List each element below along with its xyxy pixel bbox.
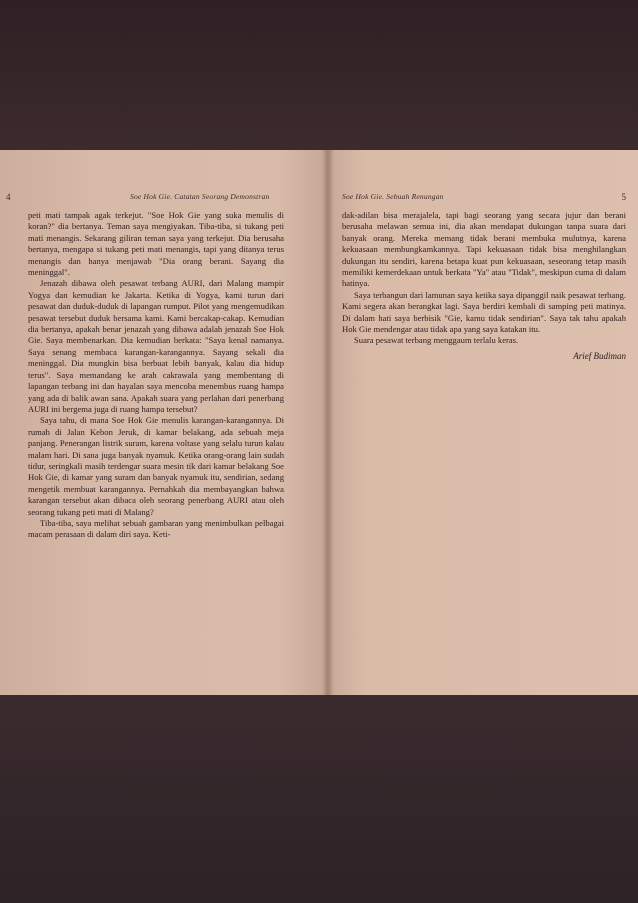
paragraph: Jenazah dibawa oleh pesawat terbang AURI, dari Malang mampir Yogya dan kemudian ke Jakarta. Ketika di Yogya, kami turun dari pesawat dan duduk-duduk di lapangan rumput. Pilot yang mengemudikan pesawat tersebut duduk bersama kami. Kami bercakap-cakap. Kemudian dia bertanya, apakah benar jenazah yang dibawa adalah jenazah Soe Hok Gie. Saya membenarkan. Dia kemudian berkata: "Saya kenal namanya. Saya senang membaca karangan-karangannya. Sayang sekali dia meninggal. Dia mungkin bisa berbuat lebih banyak, kalau dia hidup terus". Saya memandang ke arah cakrawala yang membentang di lapangan terbang ini dan hayalan saya mencoba menembus ruang hampa yang ada di balik awan sana. Apakah suara yang perlahan dari penerbang AURI ini bergema juga di ruang hampa tersebut? <box>28 278 284 414</box>
right-page <box>328 150 638 695</box>
paragraph: peti mati tampak agak terkejut. "Soe Hok Gie yang suka menulis di koran?" dia bertanya. Teman saya mengiyakan. Tiba-tiba, si tukang peti mati menangis. Sekarang giliran teman saya yang terkejut. Dia berusaha bertanya, mengapa si tukang peti mati menangis, tapi yang ditanya terus menangis dan hanya menjawab "Dia orang berani. Sayang dia meninggal". <box>28 210 284 278</box>
right-page-body <box>342 210 626 362</box>
running-head-right: Soe Hok Gie. Sebuah Renungan <box>342 192 444 201</box>
page-number-left: 4 <box>6 192 11 202</box>
paragraph: Tiba-tiba, saya melihat sebuah gambaran yang menimbulkan pelbagai macam perasaan di dalam diri saya. Keti- <box>28 517 284 540</box>
left-page-body <box>6 210 284 541</box>
open-book <box>0 150 638 700</box>
book-gutter <box>322 150 334 695</box>
paragraph: Saya terbangun dari lamunan saya ketika saya dipanggil naik pesawat terbang. Kami segera akan berangkat lagi. Saya berdiri kembali di samping peti matinya. Di dalam hati saya berbisik "Gie, kamu tidak sendirian". Saya tak tahu apakah Hok Gie mendengar atau tidak apa yang saya katakan itu. <box>342 289 626 335</box>
background-top <box>0 0 638 160</box>
author-signature: Arief Budiman <box>573 350 626 361</box>
paragraph: dak-adilan bisa merajalela, tapi bagi seorang yang secara jujur dan berani berusaha melawan semua ini, dia akan mendapat dukungan tanpa suara dari banyak orang. Mereka memang tidak berani membuka mulutnya, karena kekuasaan membungkamkannya. Tapi kekuasaan tidak bisa menghilangkan dukungan itu sendiri, karena betapa kuat pun kekuasaan, seseorang tetap masih memiliki kemerdekaan untuk berkata "Ya" atau "Tidak", meskipun cuma di dalam hatinya. <box>342 210 626 289</box>
background-bottom <box>0 690 638 903</box>
paragraph: Saya tahu, di mana Soe Hok Gie menulis karangan-karangannya. Di rumah di Jalan Kebon Jeruk, di kamar belakang, ada sebuah meja panjang. Penerangan listrik suram, karena voltase yang selalu turun kalau malam hari. Di sana juga banyak nyamuk. Ketika orang-orang lain sudah tidur, seringkali masih terdengar suara mesin tik dari kamar belakang Soe Hok Gie, di kamar yang suram dan banyak nyamuk itu, sendirian, sedang mengetik membuat karangannya. Pernahkah dia membayangkan bahwa karangan tersebut akan dibaca oleh seorang penerbang AURI atau oleh seorang tukang peti mati di Malang? <box>28 415 284 517</box>
left-page <box>0 150 328 695</box>
running-head-left: Soe Hok Gie. Catatan Seorang Demonstran <box>130 192 270 201</box>
page-number-right: 5 <box>621 192 626 202</box>
paragraph: Suara pesawat terbang menggaum terlalu keras. <box>354 335 519 346</box>
